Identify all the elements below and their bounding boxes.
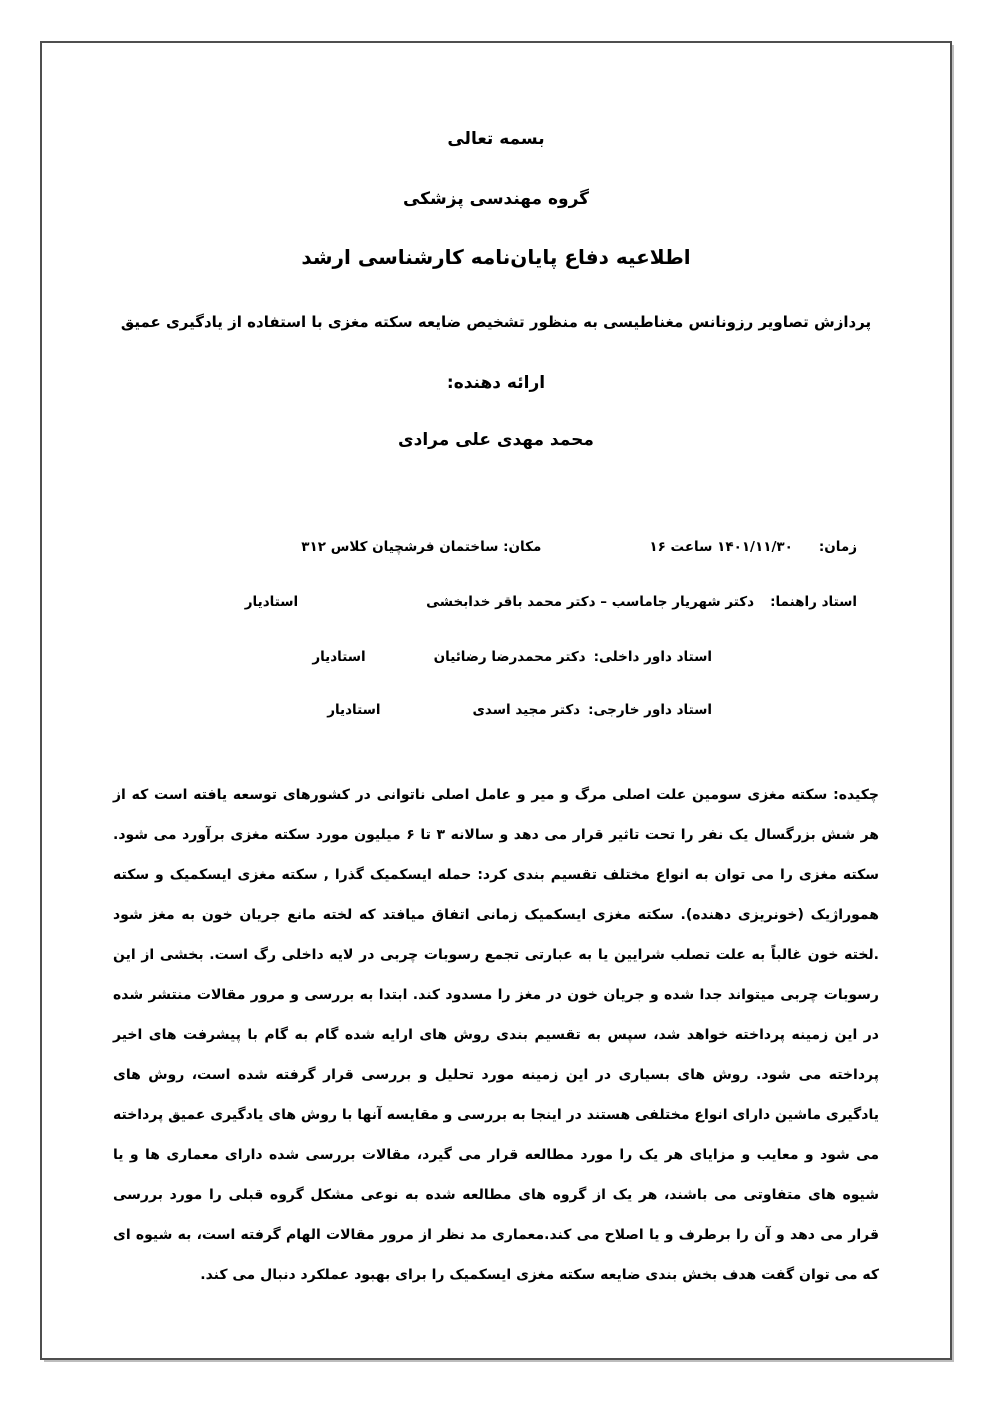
external-examiner-role: استاد داور خارجی: xyxy=(588,702,712,718)
tab-spacer xyxy=(381,713,473,714)
tab-spacer xyxy=(586,660,594,661)
time-value: ۱۴۰۱/۱۱/۳۰ ساعت ۱۶ xyxy=(649,539,793,555)
external-examiner-rank: استادیار xyxy=(327,702,381,718)
internal-examiner-role: استاد داور داخلی: xyxy=(593,649,712,665)
advisor-name: دکتر شهریار جاماسب – دکتر محمد باقر خدابخشی xyxy=(426,594,755,610)
abstract-paragraph: چکیده: سکته مغزی سومین علت اصلی مرگ و میر و عامل اصلی ناتوانی در کشورهای توسعه یافته است که از هر شش بزرگسال یک نفر را تحت تاثیر قرار می دهد و سالانه ۳ تا ۶ میلیون مورد سکته مغزی برآورد می شود. سکته مغزی را می توان به انواع مختلف تقسیم بندی کرد: حمله ایسکمیک گذرا , سکته مغزی ایسکمیک و سکته هموراژیک (خونریزی دهنده). سکته مغزی ایسکمیک زمانی اتفاق میافتد که لخته مانع جریان خون به مغز شود .لخته خون غالباً به علت تصلب شرایین یا به عبارتی تجمع رسوبات چربی در لایه داخلی رگ است. بخشی از این رسوبات چربی میتواند جدا شده و جریان خون در مغز را مسدود کند. ابتدا به بررسی و مرور مقالات منتشر شده در این زمینه پرداخته خواهد شد، سپس به تقسیم بندی روش های ارایه شده گام به گام با پیشرفت های اخیر پرداخته می شود. روش های بسیاری در این زمینه مورد تحلیل و بررسی قرار گرفته شده است، روش های یادگیری ماشین دارای انواع مختلفی هستند در اینجا به بررسی و مقایسه آنها با روش های یادگیری عمیق پرداخته می شود و معایب و مزایای هر یک را مورد مطالعه قرار می گیرد، مقالات بررسی شده دارای معماری ها و یا شیوه های متفاوتی می باشند، هر یک از گروه های مطالعه شده به نوعی مشکل گروه قبلی را مورد بررسی قرار می دهد و آن را برطرف و یا اصلاح می کند.معماری مد نظر از مرور مقالات الهام گرفته است، به شیوه ای که می توان گفت هدف بخش بندی ضایعه سکته مغزی ایسکمیک را برای بهبود عملکرد دنبال می کند. xyxy=(113,787,879,1283)
tab-spacer xyxy=(580,713,588,714)
department-heading: گروه مهندسی پزشکی xyxy=(402,189,590,209)
advisor-row xyxy=(113,590,879,614)
advisor-rank: استادیار xyxy=(244,594,299,610)
presenter-label: ارائه دهنده: xyxy=(446,373,546,393)
bismillah-heading: بسمه تعالی xyxy=(447,129,545,149)
tab-spacer xyxy=(541,550,649,551)
tab-spacer xyxy=(793,550,819,551)
tab-spacer xyxy=(298,605,426,606)
tab-spacer xyxy=(366,660,434,661)
internal-examiner-row xyxy=(113,645,879,669)
defense-announcement-heading: اطلاعیه دفاع پایان‌نامه کارشناسی ارشد xyxy=(301,245,691,269)
presenter-name: محمد مهدی علی مرادی xyxy=(398,430,594,450)
tab-spacer xyxy=(754,605,770,606)
page-border xyxy=(40,41,952,1360)
location-text: مکان: ساختمان فرشچیان کلاس ۳۱۲ xyxy=(301,539,542,555)
external-examiner-name: دکتر مجید اسدی xyxy=(472,702,581,718)
external-examiner-row xyxy=(113,698,879,722)
time-label: زمان: xyxy=(818,539,857,555)
page-content xyxy=(42,127,950,1295)
internal-examiner-name: دکتر محمدرضا رضائیان xyxy=(433,649,586,665)
thesis-title: پردازش تصاویر رزونانس مغناطیسی به منظور تشخیص ضایعه سکته مغزی با استفاده از یادگیری عمیق xyxy=(120,313,872,331)
schedule-row xyxy=(113,535,879,559)
internal-examiner-rank: استادیار xyxy=(312,649,366,665)
advisor-role: استاد راهنما: xyxy=(770,594,857,610)
